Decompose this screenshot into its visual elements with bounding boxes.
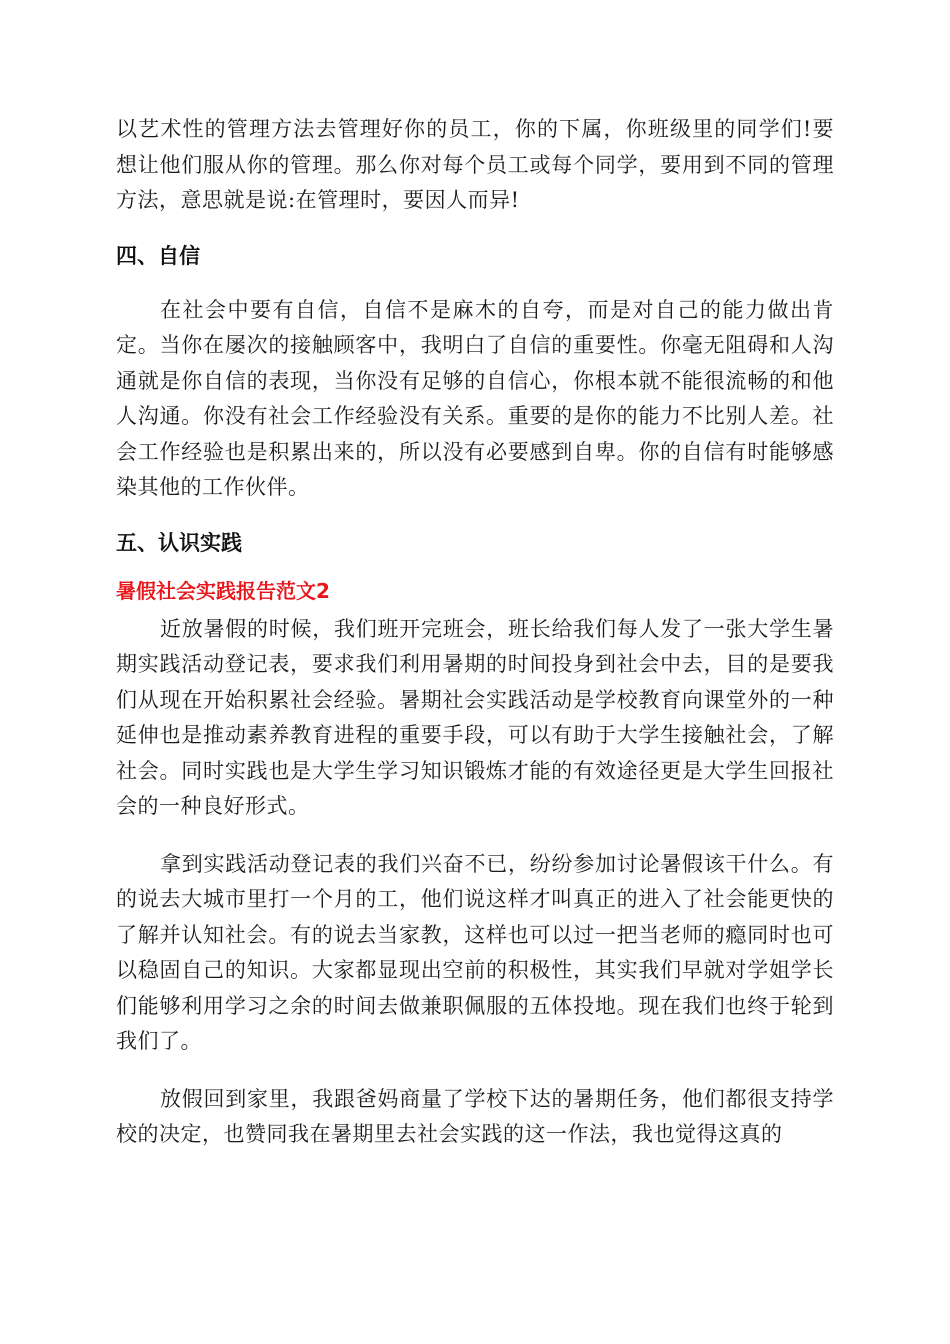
essay-title: 暑假社会实践报告范文2	[116, 578, 330, 603]
document-page	[116, 112, 834, 1153]
intro-paragraph: 以艺术性的管理方法去管理好你的员工，你的下属，你班级里的同学们!要想让他们服从你的管理。那么你对每个员工或每个同学，要用到不同的管理方法，意思就是说:在管理时，要因人而异!	[116, 117, 834, 212]
section-heading-confidence: 四、自信	[116, 243, 200, 268]
essay-paragraph-2: 拿到实践活动登记表的我们兴奋不已，纷纷参加讨论暑假该干什么。有的说去大城市里打一个月的工，他们说这样才叫真正的进入了社会能更快的了解并认知社会。有的说去当家教，这样也可以过一把当老师的瘾同时也可以稳固自己的知识。大家都显现出空前的积极性，其实我们早就对学姐学长们能够利用学习之余的时间去做兼职佩服的五体投地。现在我们也终于轮到我们了。	[116, 851, 834, 1053]
essay-paragraph-1: 近放暑假的时候，我们班开完班会，班长给我们每人发了一张大学生暑期实践活动登记表，要求我们利用暑期的时间投身到社会中去，目的是要我们从现在开始积累社会经验。暑期社会实践活动是学校教育向课堂外的一种延伸也是推动素养教育进程的重要手段，可以有助于大学生接触社会，了解社会。同时实践也是大学生学习知识锻炼才能的有效途径更是大学生回报社会的一种良好形式。	[116, 616, 834, 818]
confidence-paragraph: 在社会中要有自信，自信不是麻木的自夸，而是对自己的能力做出肯定。当你在屡次的接触顾客中，我明白了自信的重要性。你毫无阻碍和人沟通就是你自信的表现，当你没有足够的自信心，你根本就不能很流畅的和他人沟通。你没有社会工作经验没有关系。重要的是你的能力不比别人差。社会工作经验也是积累出来的，所以没有必要感到自卑。你的自信有时能够感染其他的工作伙伴。	[116, 297, 834, 499]
section-heading-practice: 五、认识实践	[116, 530, 242, 555]
essay-paragraph-3: 放假回到家里，我跟爸妈商量了学校下达的暑期任务，他们都很支持学校的决定，也赞同我在暑期里去社会实践的这一作法，我也觉得这真的	[116, 1086, 834, 1146]
